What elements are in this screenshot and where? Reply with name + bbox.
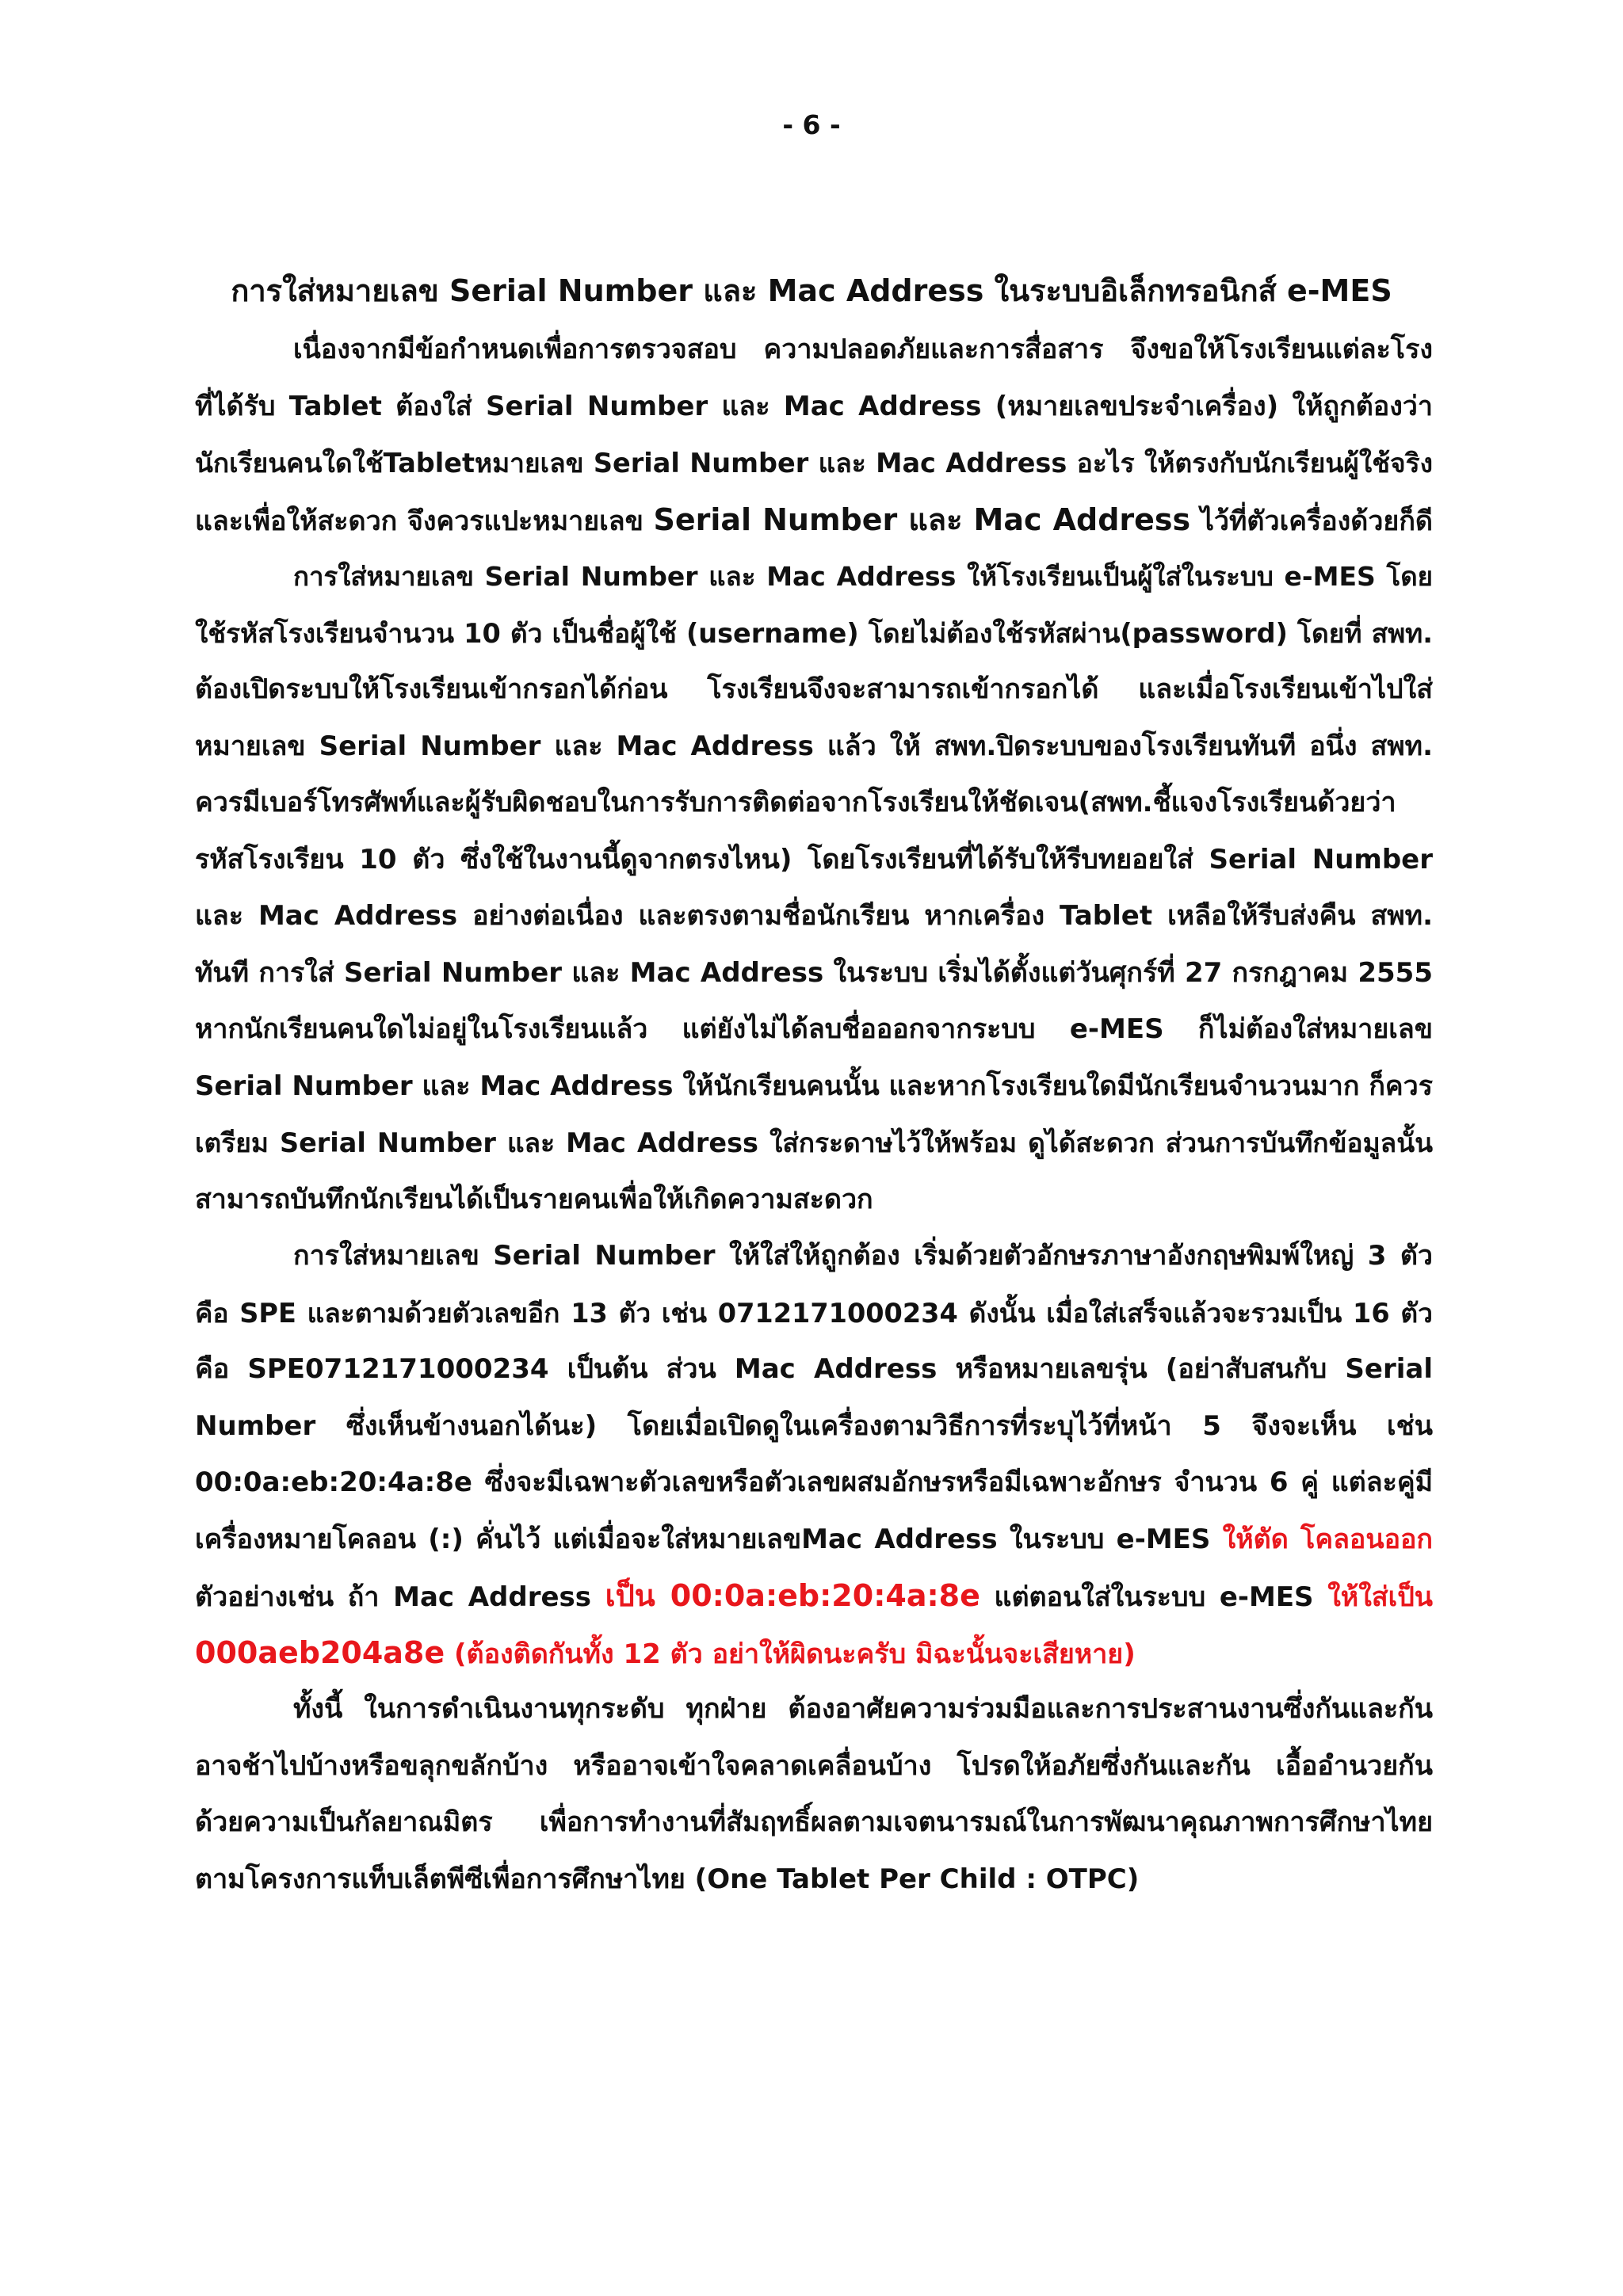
paragraph-3-line-6 (195, 1512, 1433, 1569)
paragraph-4-line-2: อาจช้าไปบ้างหรือขลุกขลักบ้าง หรืออาจเข้าใจคลาดเคลื่อนบ้าง โปรดให้อภัยซึ่งกันและกัน เอื้ออำนวยกัน (195, 1749, 1433, 1782)
paragraph-2-line-4: หมายเลข Serial Number และ Mac Address แล้ว ให้ สพท.ปิดระบบของโรงเรียนทันที อนึ่ง สพท. (195, 730, 1433, 762)
paragraph-2-line-11: เตรียม Serial Number และ Mac Address ใส่กระดาษไว้ให้พร้อม ดูได้สะดวก ส่วนการบันทึกข้อมูลนั้น (195, 1127, 1433, 1158)
paragraph-3-line-7-middle: แต่ตอนใส่ในระบบ e-MES (994, 1581, 1314, 1613)
paragraph-3-line-7 (195, 1568, 1433, 1625)
serial-mac-emphasis: Serial Number และ Mac Address (653, 502, 1191, 537)
enter-as-instruction: ให้ใส่เป็น (1327, 1581, 1433, 1613)
paragraph-4-line-1: ทั้งนี้ ในการดำเนินงานทุกระดับ ทุกฝ่าย ต้องอาศัยความร่วมมือและการประสานงานซึ่งกันและกัน (293, 1693, 1433, 1725)
paragraph-2-line-1: การใส่หมายเลข Serial Number และ Mac Address ให้โรงเรียนเป็นผู้ใส่ในระบบ e-MES โดย (293, 561, 1433, 592)
paragraph-1-line-4-end: ไว้ที่ตัวเครื่องด้วยก็ดี (1200, 505, 1433, 537)
page-number: - 6 - (782, 109, 841, 140)
paragraph-3-line-7-start: ตัวอย่างเช่น ถ้า Mac Address (195, 1581, 591, 1613)
remove-colon-instruction: ให้ตัด โคลอนออก (1222, 1523, 1433, 1555)
paragraph-2-line-7: และ Mac Address อย่างต่อเนื่อง และตรงตามชื่อนักเรียน หากเครื่อง Tablet เหลือให้รีบส่งคืน สพท. (195, 900, 1433, 932)
paragraph-3-line-4: Number ซึ่งเห็นข้างนอกได้นะ) โดยเมื่อเปิดดูในเครื่องตามวิธีการที่ระบุไว้ที่หน้า 5 จึงจะเห็น เช่น (195, 1409, 1433, 1442)
mac-address-formatted: 000aeb204a8e (195, 1634, 445, 1670)
paragraph-4-line-4: ตามโครงการแท็บเล็ตพีซีเพื่อการศึกษาไทย (One Tablet Per Child : OTPC) (195, 1863, 1140, 1895)
paragraph-1-line-4 (195, 492, 1433, 549)
paragraph-2-line-3: ต้องเปิดระบบให้โรงเรียนเข้ากรอกได้ก่อน โรงเรียนจึงจะสามารถเข้ากรอกได้ และเมื่อโรงเรียนเข้าไปใส่ (195, 673, 1433, 705)
paragraph-3-line-5: 00:0a:eb:20:4a:8e ซึ่งจะมีเฉพาะตัวเลขหรือตัวเลขผสมอักษรหรือมีเฉพาะอักษร จำนวน 6 คู่ แต่ละคู่มี (195, 1466, 1433, 1498)
paragraph-1-line-1: เนื่องจากมีข้อกำหนดเพื่อการตรวจสอบ ความปลอดภัยและการสื่อสาร จึงขอให้โรงเรียนแต่ละโรง (293, 334, 1433, 365)
paragraph-3-line-2: คือ SPE และตามด้วยตัวเลขอีก 13 ตัว เช่น 0712171000234 ดังนั้น เมื่อใส่เสร็จแล้วจะรวมเป็น 16 ตัว (195, 1297, 1433, 1329)
paragraph-1-line-4-start: และเพื่อให้สะดวก จึงควรแปะหมายเลข (195, 505, 643, 537)
paragraph-3-line-3: คือ SPE0712171000234 เป็นต้น ส่วน Mac Address หรือหมายเลขรุ่น (อย่าสับสนกับ Serial (195, 1353, 1433, 1385)
paragraph-2-line-6: รหัสโรงเรียน 10 ตัว ซึ่งใช้ในงานนี้ดูจากตรงไหน) โดยโรงเรียนที่ได้รับให้รีบทยอยใส่ Serial Number (195, 843, 1433, 875)
paragraph-2-line-9: หากนักเรียนคนใดไม่อยู่ในโรงเรียนแล้ว แต่ยังไม่ได้ลบชื่อออกจากระบบ e-MES ก็ไม่ต้องใส่หมายเลข (195, 1013, 1433, 1045)
paragraph-4-line-3: ด้วยความเป็นกัลยาณมิตร เพื่อการทำงานที่สัมฤทธิ์ผลตามเจตนารมณ์ในการพัฒนาคุณภาพการศึกษาไทย (195, 1806, 1433, 1838)
paragraph-2-line-8: ทันที การใส่ Serial Number และ Mac Address ในระบบ เริ่มได้ตั้งแต่วันศุกร์ที่ 27 กรกฎาคม 2555 (195, 956, 1433, 989)
warning-note: (ต้องติดกันทั้ง 12 ตัว อย่าให้ผิดนะครับ มิฉะนั้นจะเสียหาย) (453, 1638, 1136, 1670)
mac-address-example: เป็น 00:0a:eb:20:4a:8e (605, 1578, 980, 1613)
document-title: การใส่หมายเลข Serial Number และ Mac Address ในระบบอิเล็กทรอนิกส์ e-MES (231, 273, 1392, 308)
paragraph-3-line-1: การใส่หมายเลข Serial Number ให้ใส่ให้ถูกต้อง เริ่มด้วยตัวอักษรภาษาอังกฤษพิมพ์ใหญ่ 3 ตัว (293, 1240, 1433, 1272)
paragraph-3-line-8 (195, 1625, 1433, 1682)
paragraph-2-line-10: Serial Number และ Mac Address ให้นักเรียนคนนั้น และหากโรงเรียนใดมีนักเรียนจำนวนมาก ก็ควร (195, 1070, 1433, 1102)
document-body (195, 322, 1433, 1908)
paragraph-2-line-12: สามารถบันทึกนักเรียนได้เป็นรายคนเพื่อให้เกิดความสะดวก (195, 1183, 873, 1215)
paragraph-3-line-6-start: เครื่องหมายโคลอน (:) คั่นไว้ แต่เมื่อจะใส่หมายเลขMac Address ในระบบ e-MES (195, 1523, 1211, 1555)
paragraph-1-line-2: ที่ได้รับ Tablet ต้องใส่ Serial Number และ Mac Address (หมายเลขประจำเครื่อง) ให้ถูกต้องว่า (195, 390, 1433, 422)
paragraph-1-line-3: นักเรียนคนใดใช้Tabletหมายเลข Serial Number และ Mac Address อะไร ให้ตรงกับนักเรียนผู้ใช้จริง (195, 448, 1433, 479)
paragraph-2-line-5: ควรมีเบอร์โทรศัพท์และผู้รับผิดชอบในการรับการติดต่อจากโรงเรียนให้ชัดเจน(สพท.ชี้แจงโรงเรียนด้วยว่า (195, 787, 1396, 818)
paragraph-2-line-2: ใช้รหัสโรงเรียนจำนวน 10 ตัว เป็นชื่อผู้ใช้ (username) โดยไม่ต้องใช้รหัสผ่าน(password) โดยที่ สพท. (195, 617, 1433, 649)
